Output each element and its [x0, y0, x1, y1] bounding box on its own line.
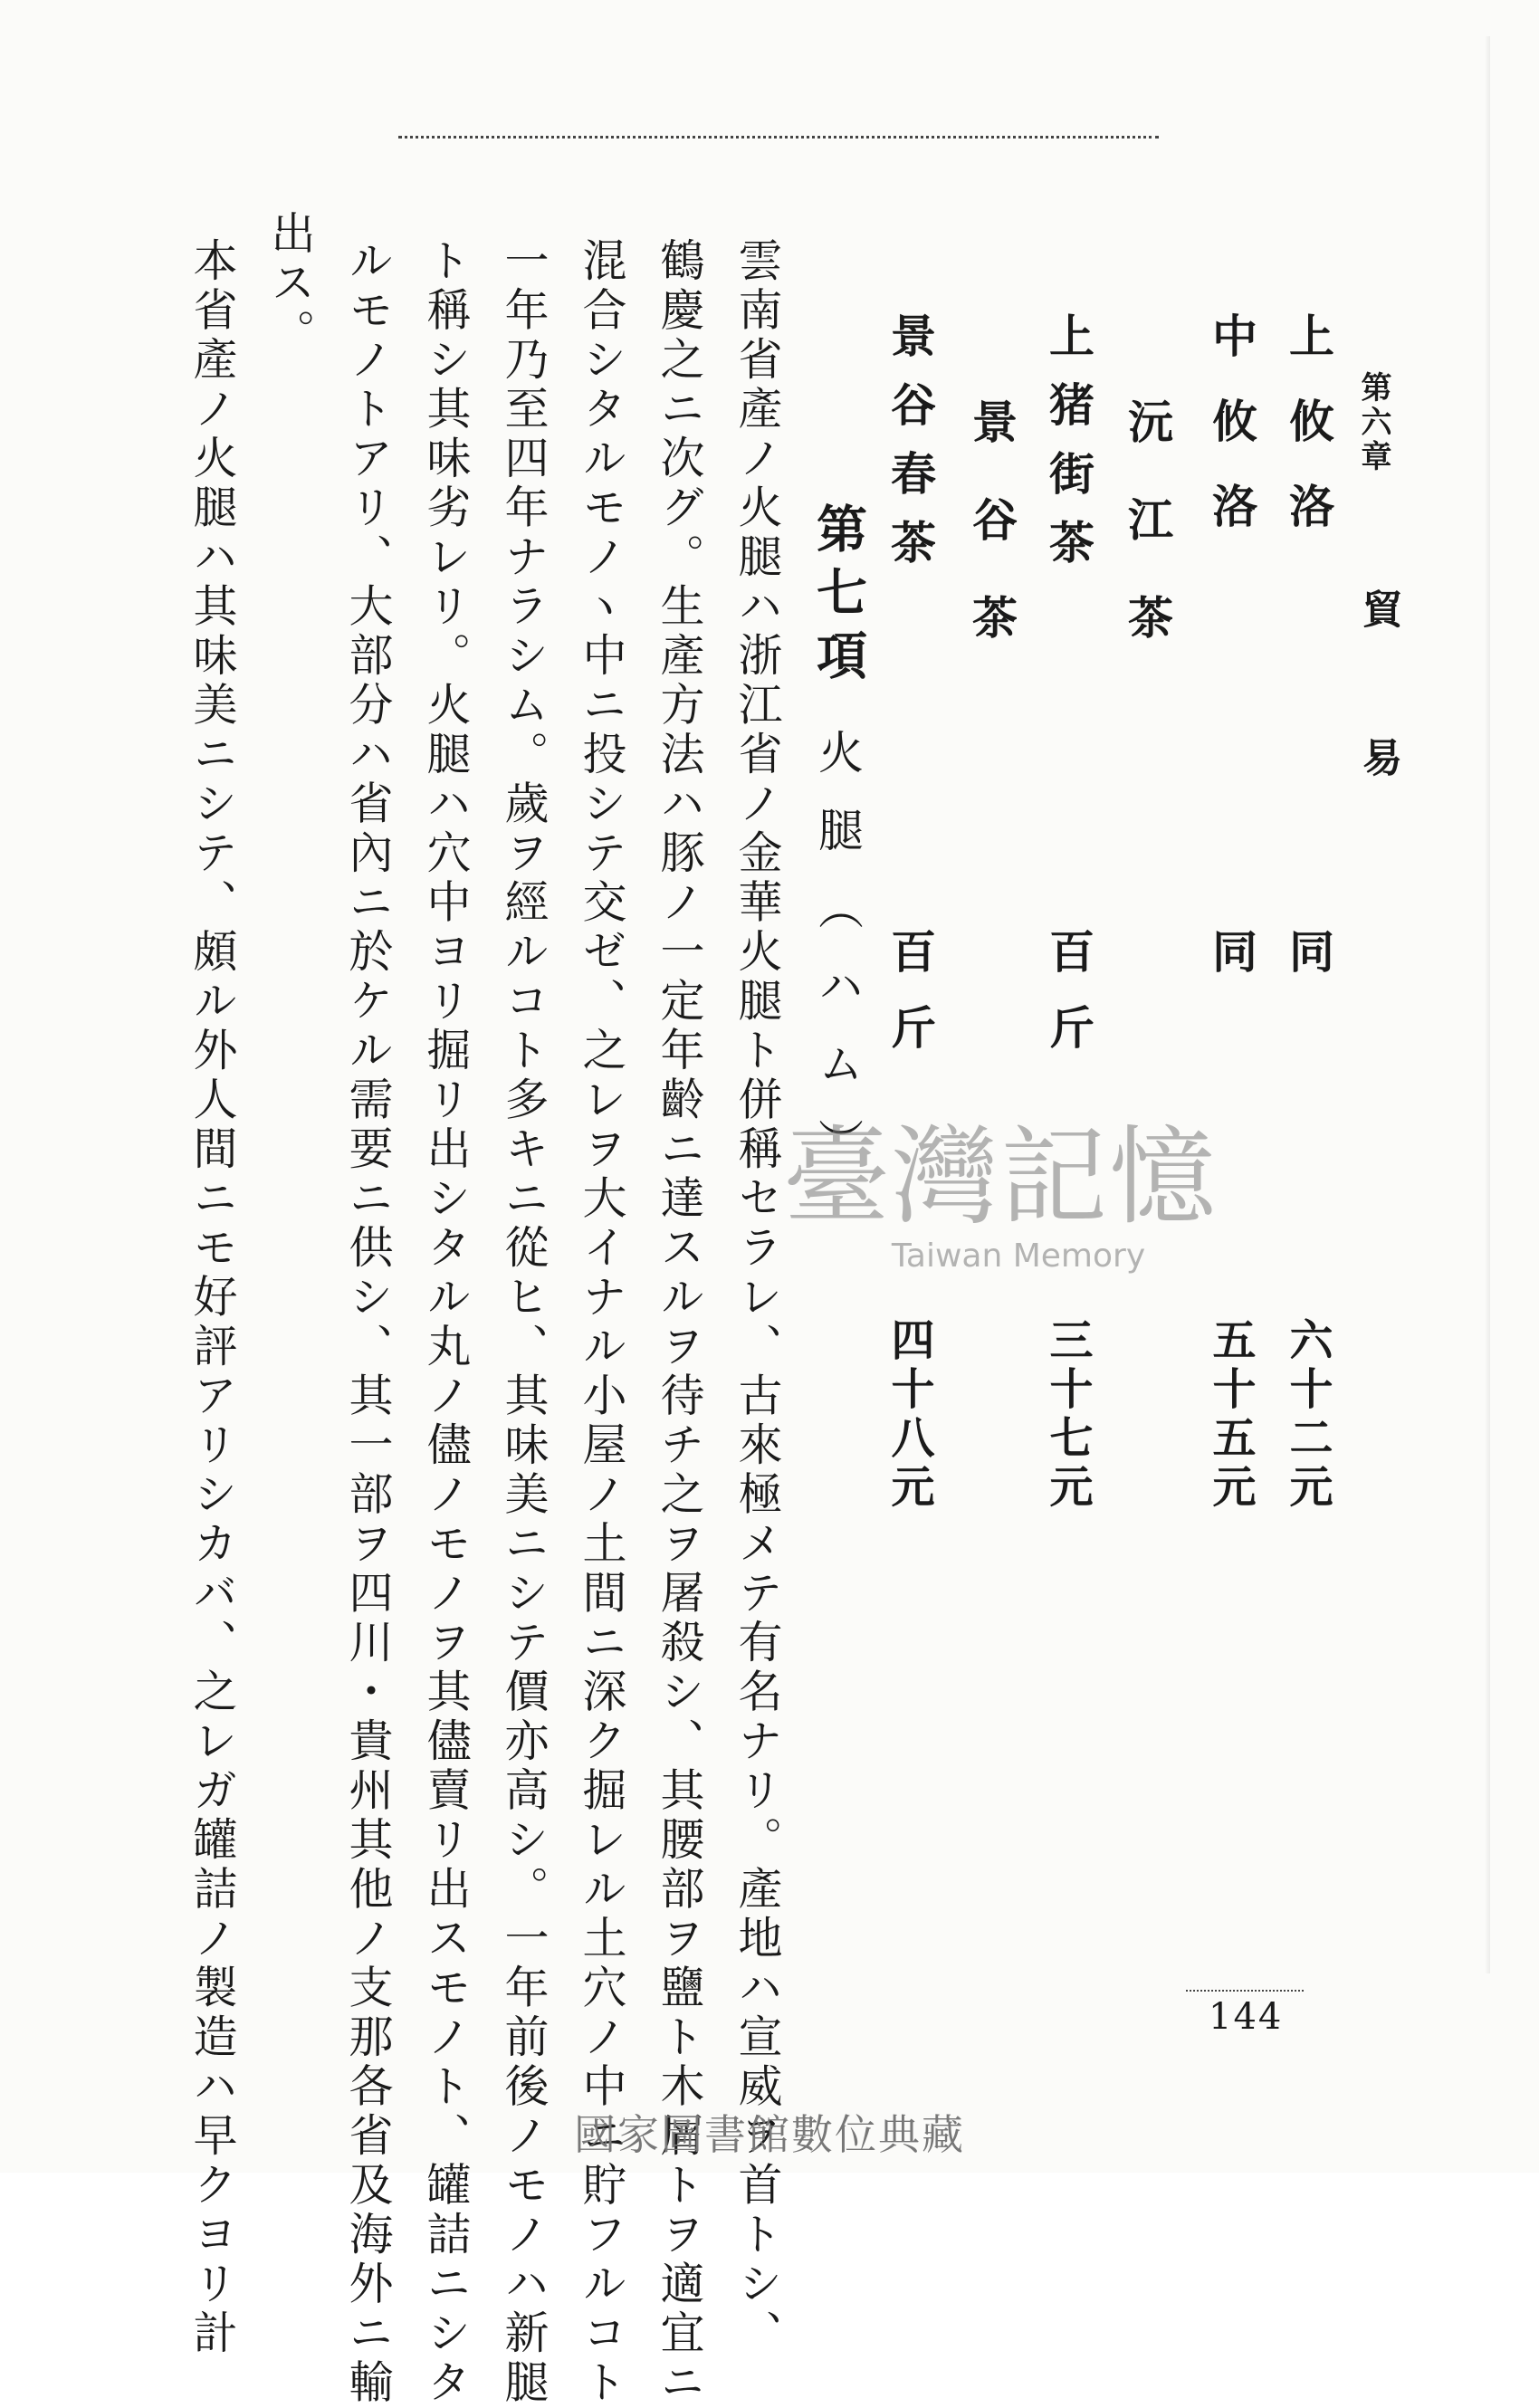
- footer-archive-label: 國家圖書館數位典藏: [574, 2110, 965, 2159]
- body-column: 鶴慶之ニ次グ。生產方法ハ豚ノ一定年齡ニ達スルヲ待チ之ヲ屠殺シ、其腰部ヲ鹽ト木屑トヲ適宜ニ: [654, 237, 705, 2408]
- price-row-unit: 同: [1282, 928, 1335, 984]
- top-rule: [398, 136, 1159, 139]
- body-column: ルモノトアリ、大部分ハ省內ニ於ケル需要ニ供シ、其一部ヲ四川・貴州其他ノ支那各省及海外ニ輸: [342, 237, 394, 2408]
- body-column: 一年乃至四年ナラシム。歲ヲ經ルコト多キニ從ヒ、其味美ニシテ價亦高シ。一年前後ノモノハ新腿: [498, 237, 550, 2408]
- page-number: 144: [1209, 1996, 1284, 2038]
- chapter-title: 貿易: [1355, 588, 1401, 885]
- price-row-name: 中攸洛: [1205, 312, 1258, 568]
- price-row-value: 五十五元: [1205, 1317, 1256, 1513]
- price-row-name: 上猪街茶: [1042, 312, 1095, 588]
- price-row-name: 上攸洛: [1282, 312, 1335, 568]
- watermark-en: Taiwan Memory: [891, 1237, 1146, 1275]
- price-row-value: 六十二元: [1282, 1317, 1333, 1513]
- watermark: [774, 1091, 1227, 1275]
- price-row-name: 景谷茶: [965, 398, 1018, 692]
- price-row-unit: 百斤: [1042, 928, 1095, 1080]
- watermark-cjk: 臺灣記憶: [782, 1114, 1218, 1239]
- body-column: ト稱シ其味劣レリ。火腿ハ穴中ヨリ掘リ出シタル丸ノ儘ノモノヲ其儘賣リ出スモノト、罐詰ニシタ: [420, 237, 472, 2408]
- section-heading: 第七項: [808, 502, 868, 693]
- price-row-name: 景谷春茶: [884, 312, 937, 588]
- price-row-value: 三十七元: [1042, 1317, 1093, 1513]
- price-row-unit: 同: [1205, 928, 1258, 984]
- price-row-name: 沅江茶: [1121, 398, 1174, 692]
- body-column: 出ス。: [264, 210, 316, 358]
- section-title: 火腿（ハム）: [811, 729, 864, 1196]
- price-row-value: 四十八元: [884, 1317, 934, 1513]
- body-column: 混合シタルモノヽ中ニ投シテ交ゼ、之レヲ大イナル小屋ノ土間ニ深ク掘レル土穴ノ中ニ貯フルコト: [576, 237, 627, 2408]
- chapter-label: 第六章: [1355, 371, 1391, 474]
- body-column: 雲南省產ノ火腿ハ浙江省ノ金華火腿ト併稱セラレ、古來極メテ有名ナリ。產地ハ宣威ヲ首トシ、: [731, 237, 783, 2359]
- page-number-rule: [1186, 1990, 1304, 1992]
- price-row-unit: 百斤: [884, 928, 937, 1080]
- scan-edge-shadow: [1485, 36, 1490, 1973]
- body-column: 本省產ノ火腿ハ其味美ニシテ、頗ル外人間ニモ好評アリシカバ、之レガ罐詰ノ製造ハ早クヨリ計: [186, 237, 238, 2359]
